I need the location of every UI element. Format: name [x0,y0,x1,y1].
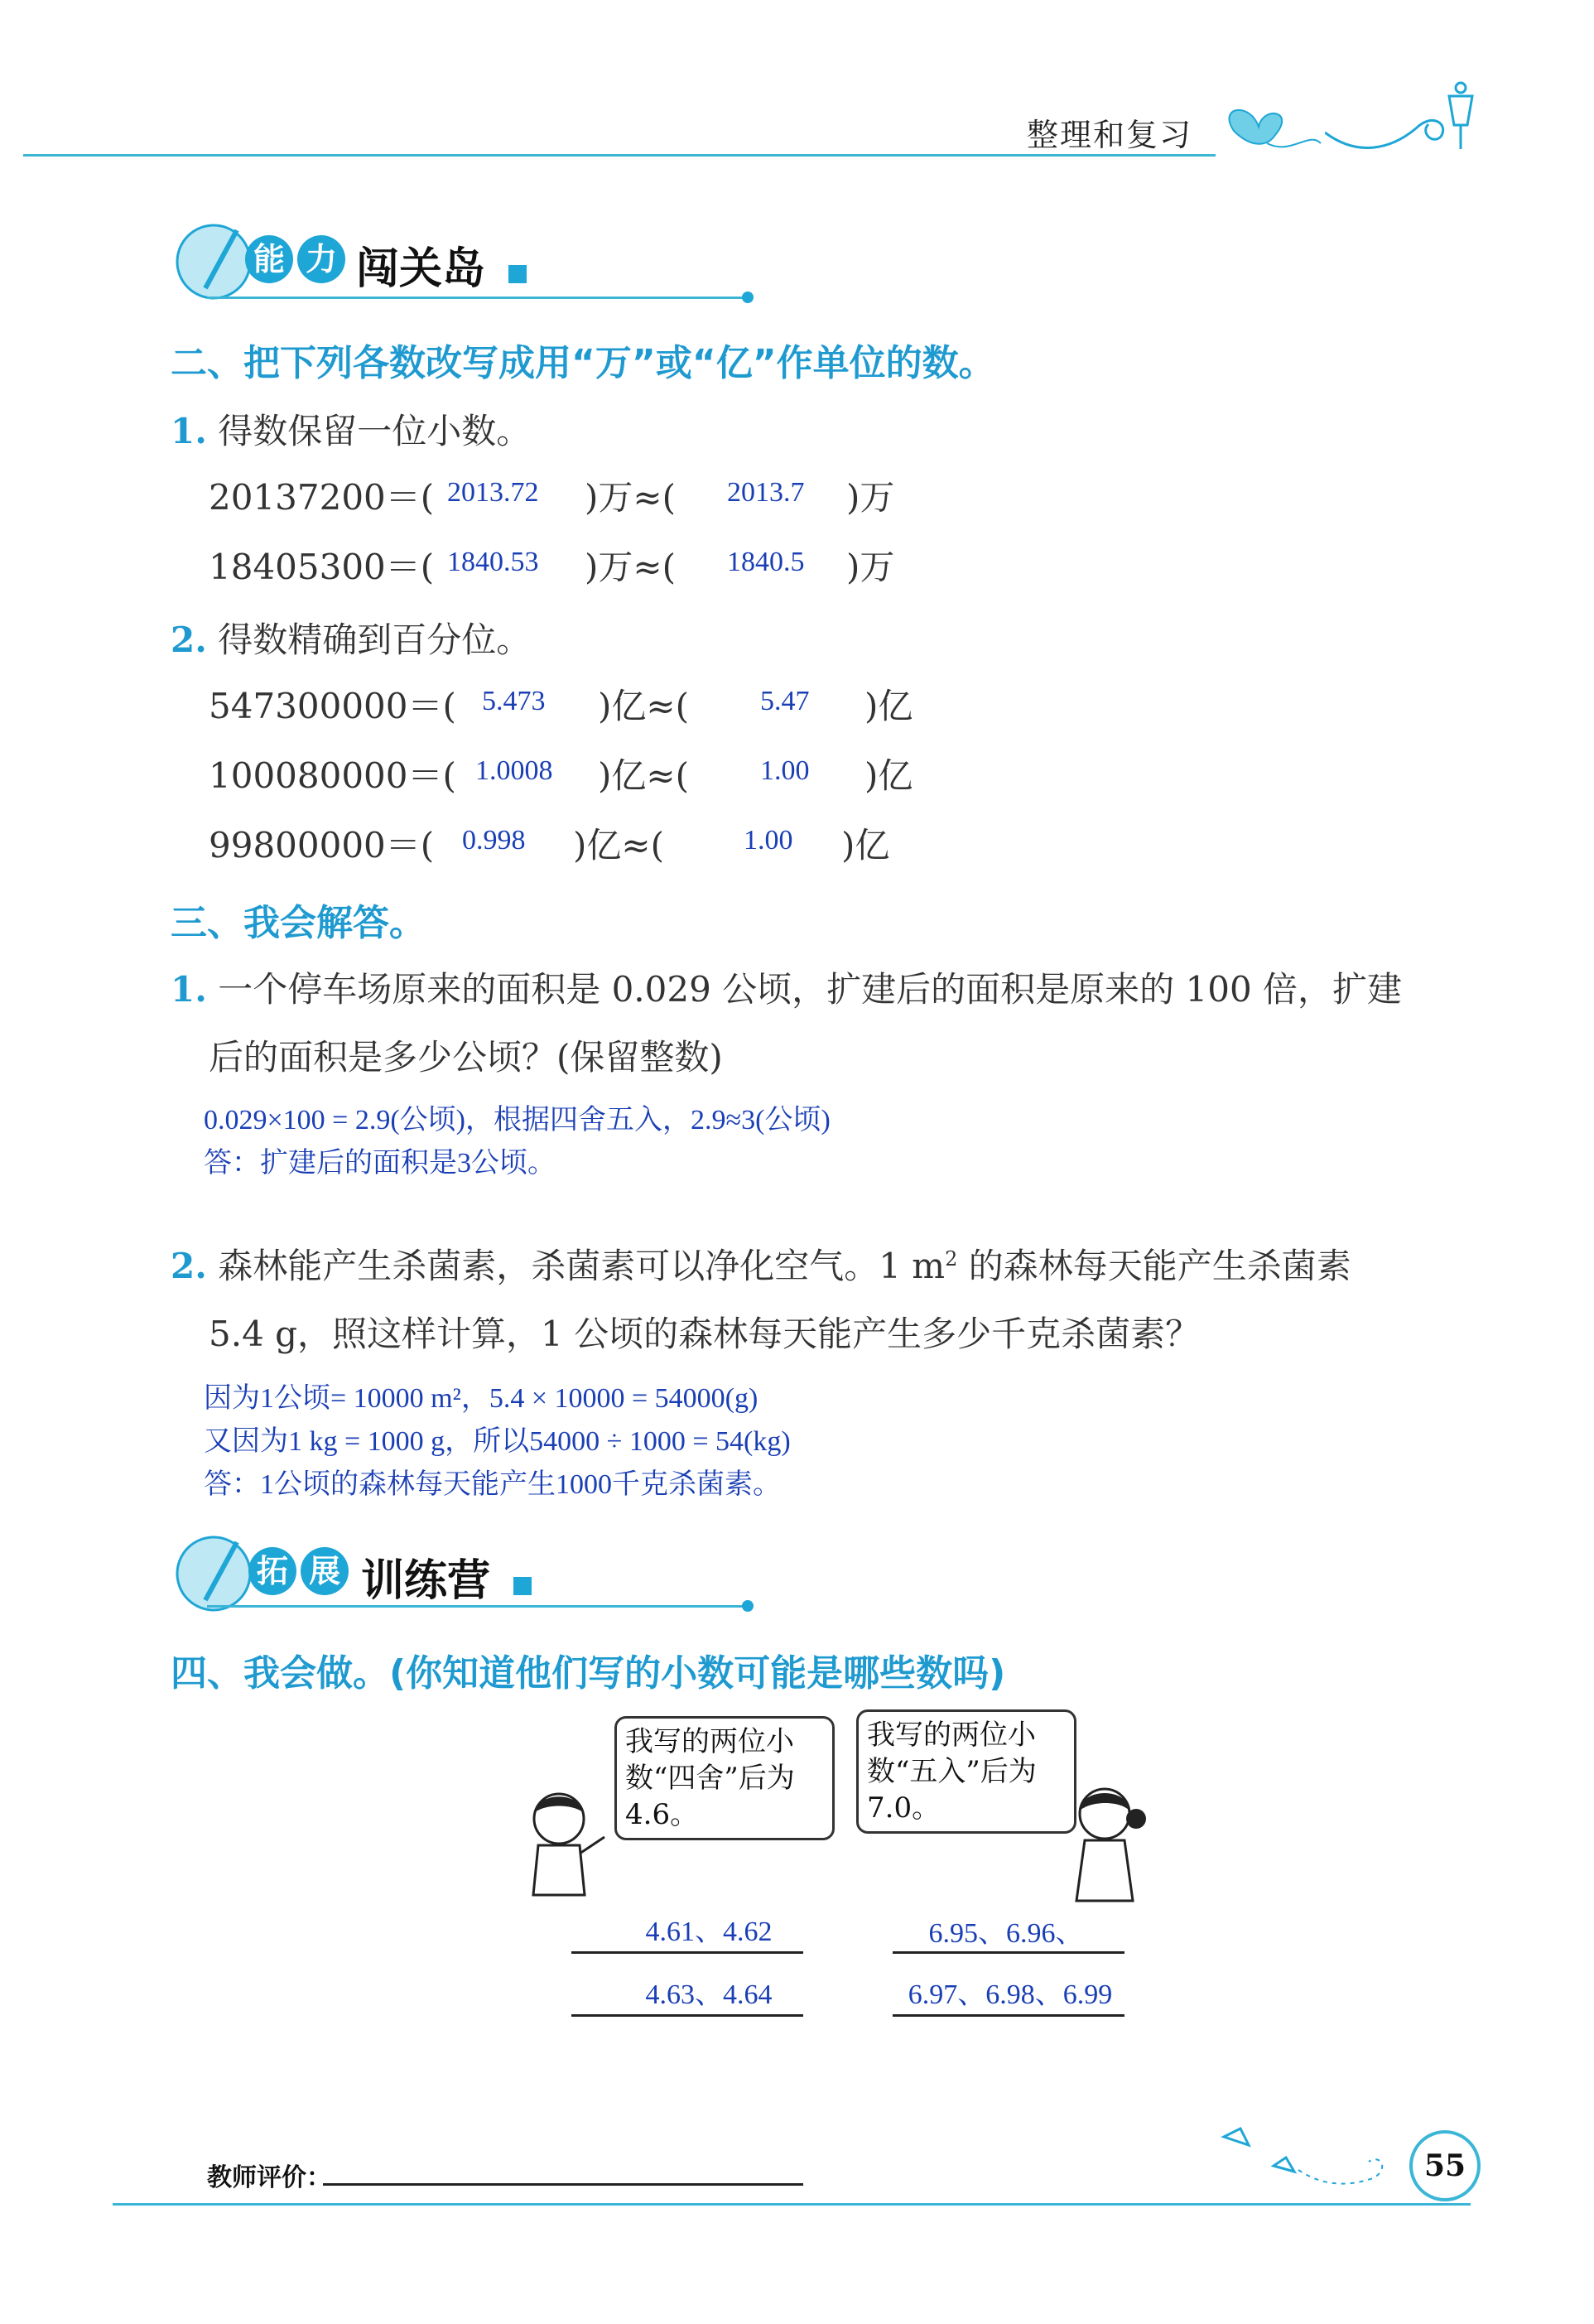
badge-char: 展 [301,1547,349,1595]
section1-bar [207,297,745,299]
page-number: 55 [1409,2130,1481,2201]
row-end: )万 [846,547,895,587]
answer: 5.473 [482,686,546,716]
footer-rule [113,2203,1471,2206]
girl-illustration [1062,1781,1153,1905]
answer: 1840.53 [447,547,539,577]
row-number: 547300000＝( [209,686,456,726]
badge-char: 力 [297,235,345,283]
row-number: 18405300＝( [209,547,435,587]
problem-1 [171,962,1462,1012]
evaluation-line [323,2183,803,2186]
bubble-line: 数“五入”后为 [867,1755,1037,1788]
worked-answer: 答：扩建后的面积是3公顷。 [204,1148,556,1179]
header-title: 整理和复习 [1027,117,1193,153]
answer-underline [571,1951,803,1954]
question-3-title: 三、我会解答。 [171,902,426,944]
row-number: 20137200＝( [209,477,435,518]
teacher-evaluation-label: 教师评价： [207,2163,331,2192]
answer: 5.47 [760,686,810,716]
worked-answer: 0.029×100 = 2.9(公顷)，根据四舍五入，2.9≈3(公顷) [204,1105,831,1135]
section2-bar [207,1605,745,1608]
worked-answer: 又因为1 kg = 1000 g，所以54000 ÷ 1000 = 54(kg) [204,1426,791,1457]
row-end: )亿 [841,825,890,865]
conversion-row [209,679,954,726]
bubble-line: 4.6。 [625,1798,699,1831]
row-mid: )万≈( [585,477,676,518]
item-number: 2. [171,1246,207,1286]
conversion-row [209,470,954,517]
girl-answer: 6.95、6.96、 [928,1918,1084,1949]
section1-badge [245,235,345,283]
boy-answer: 4.63、4.64 [645,1979,773,2010]
subquestion-2 [171,613,531,663]
worked-answer: 因为1公顷= 10000 m²，5.4 × 10000 = 54000(g) [204,1383,758,1414]
item-number: 1. [171,969,207,1010]
answer: 1.0008 [475,755,553,786]
conversion-row [209,749,954,795]
badge-char: 拓 [248,1547,296,1595]
item-number: 2. [171,620,207,660]
row-number: 100080000＝( [209,755,456,796]
superscript: 2 [945,1247,958,1270]
row-mid: )万≈( [585,547,676,587]
problem-line: 后的面积是多少公顷？(保留整数) [209,1037,723,1078]
bird-decoration [1216,2120,1406,2195]
butterfly-icon [1217,98,1325,156]
answer-underline [893,2014,1124,2017]
badge-char: 能 [245,235,293,283]
girl-answer: 6.97、6.98、6.99 [908,1979,1113,2010]
square-marker [513,1577,532,1595]
boy-answer: 4.61、4.62 [645,1917,773,1947]
bubble-line: 数“四舍”后为 [625,1762,795,1795]
row-end: )万 [846,477,895,518]
question-2-title: 二、把下列各数改写成用“万”或“亿”作单位的数。 [171,342,995,384]
item-text: 得数保留一位小数。 [218,411,532,451]
lamp-icon [1442,80,1479,152]
square-marker [508,265,527,283]
item-text: 得数精确到百分位。 [218,620,532,660]
answer-underline [893,1951,1124,1954]
answer: 1.00 [760,755,810,786]
section1-title: 闯关岛 [356,244,486,294]
bubble-line: 我写的两位小 [867,1719,1036,1752]
bar-dot [742,292,754,303]
item-number: 1. [171,411,207,451]
worked-answer: 答：1公顷的森林每天能产生1000千克杀菌素。 [204,1469,781,1500]
answer: 2013.72 [447,477,539,508]
answer: 2013.7 [727,477,805,508]
section2-badge [248,1547,349,1595]
question-4-title: 四、我会做。(你知道他们写的小数可能是哪些数吗) [171,1652,1006,1695]
answer: 1.00 [744,825,793,856]
boy-illustration [522,1787,613,1903]
bubble-line: 我写的两位小 [625,1725,794,1758]
row-mid: )亿≈( [598,686,689,726]
problem-line: 的森林每天能产生杀菌素 [957,1246,1351,1286]
section2-title: 训练营 [361,1556,491,1606]
boy-speech-bubble [614,1716,835,1840]
problem-line: 5.4 g，照这样计算，1 公顷的森林每天能产生多少千克杀菌素？ [209,1314,1201,1354]
answer: 1840.5 [727,547,805,577]
bar-dot [742,1600,754,1612]
subquestion-1 [171,404,531,454]
bubble-line: 7.0。 [867,1791,941,1825]
answer-underline [571,2014,803,2017]
problem-line: 森林能产生杀菌素，杀菌素可以净化空气。1 m [218,1246,946,1286]
row-end: )亿 [864,686,913,726]
problem-2 [171,1239,1495,1289]
row-number: 99800000＝( [209,825,435,865]
conversion-row [209,818,954,865]
girl-speech-bubble [856,1709,1076,1834]
conversion-row [209,540,954,586]
row-mid: )亿≈( [598,755,689,796]
row-end: )亿 [864,755,913,796]
answer: 0.998 [462,825,526,856]
row-mid: )亿≈( [573,825,664,865]
problem-line: 一个停车场原来的面积是 0.029 公顷，扩建后的面积是原来的 100 倍，扩建 [218,969,1403,1010]
